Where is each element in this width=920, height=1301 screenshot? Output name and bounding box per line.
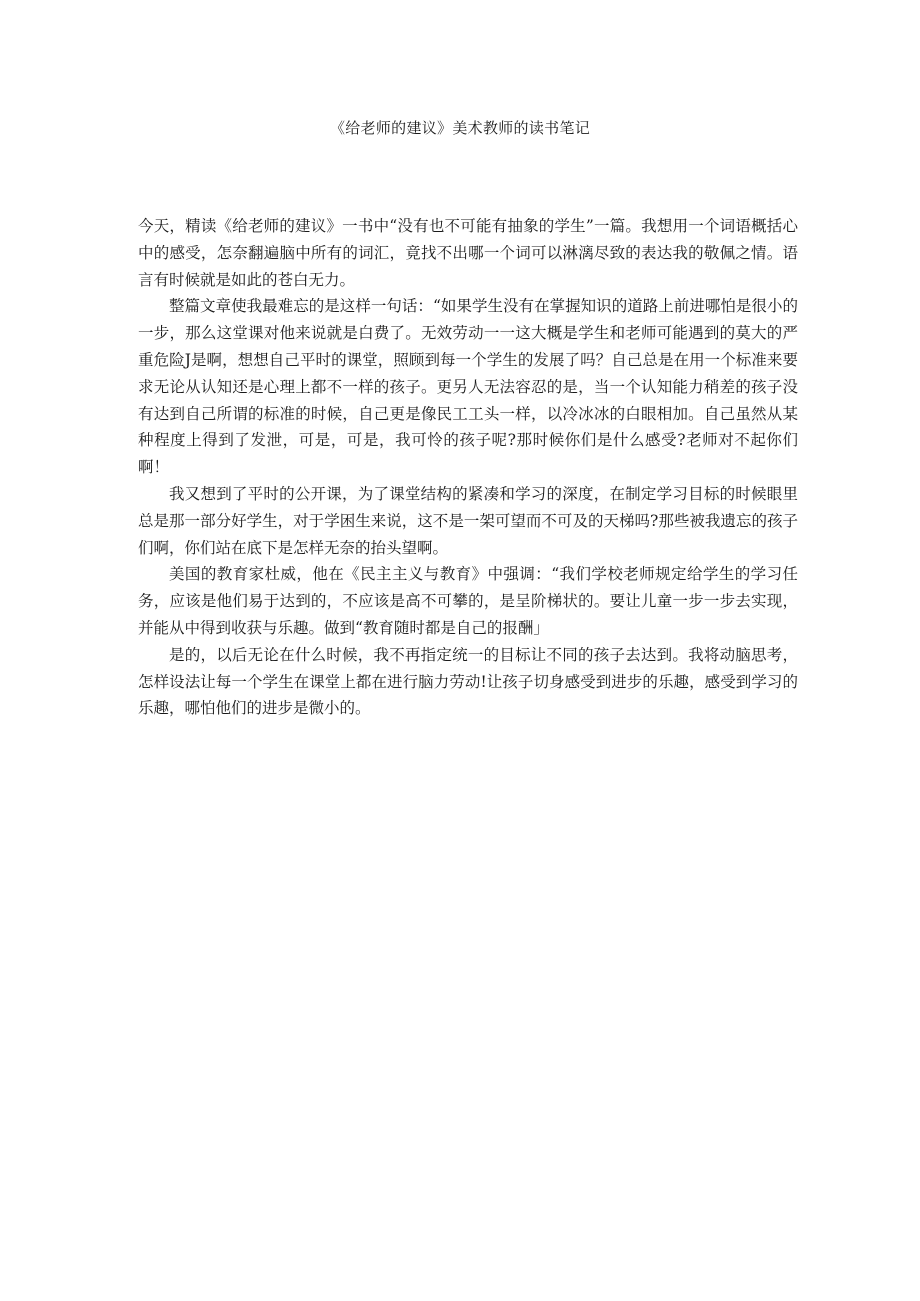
paragraph-3: 我又想到了平时的公开课，为了课堂结构的紧凑和学习的深度，在制定学习目标的时候眼里总是那一部分好学生，对于学困生来说，这不是一架可望而不可及的天梯吗?那些被我遗忘的孩子们啊，你们站在底下是怎样无奈的抬头望啊。 xyxy=(138,484,798,557)
document-body xyxy=(138,213,798,722)
paragraph-1: 今天，精读《给老师的建议》一书中“没有也不可能有抽象的学生”一篇。我想用一个词语概括心中的感受，怎奈翻遍脑中所有的词汇，竟找不出哪一个词可以淋漓尽致的表达我的敬佩之情。语言有时候就是如此的苍白无力。 xyxy=(138,217,798,289)
document-title: 《给老师的建议》美术教师的读书笔记 xyxy=(329,119,591,137)
paragraph-2: 整篇文章使我最难忘的是这样一句话：“如果学生没有在掌握知识的道路上前进哪怕是很小的一步，那么这堂课对他来说就是白费了。无效劳动一一这大概是学生和老师可能遇到的莫大的严重危险J是啊，想想自己平时的课堂，照顾到每一个学生的发展了吗？自己总是在用一个标准来要求无论从认知还是心理上都不一样的孩子。更另人无法容忍的是，当一个认知能力稍差的孩子没有达到自己所谓的标准的时候，自己更是像民工工头一样，以冷冰冰的白眼相加。自己虽然从某种程度上得到了发泄，可是，可是，我可怜的孩子呢?那时候你们是什么感受?老师对不起你们啊！ xyxy=(138,297,798,477)
paragraph-5: 是的，以后无论在什么时候，我不再指定统一的目标让不同的孩子去达到。我将动脑思考，怎样设法让每一个学生在课堂上都在进行脑力劳动!让孩子切身感受到进步的乐趣，感受到学习的乐趣，哪怕他们的进步是微小的。 xyxy=(138,645,798,718)
paragraph-4: 美国的教育家杜威，他在《民主主义与教育》中强调：“我们学校老师规定给学生的学习任务，应该是他们易于达到的，不应该是高不可攀的，是呈阶梯状的。要让儿童一步一步去实现，并能从中得到收获与乐趣。做到“教育随时都是自己的报酬」 xyxy=(138,565,798,637)
